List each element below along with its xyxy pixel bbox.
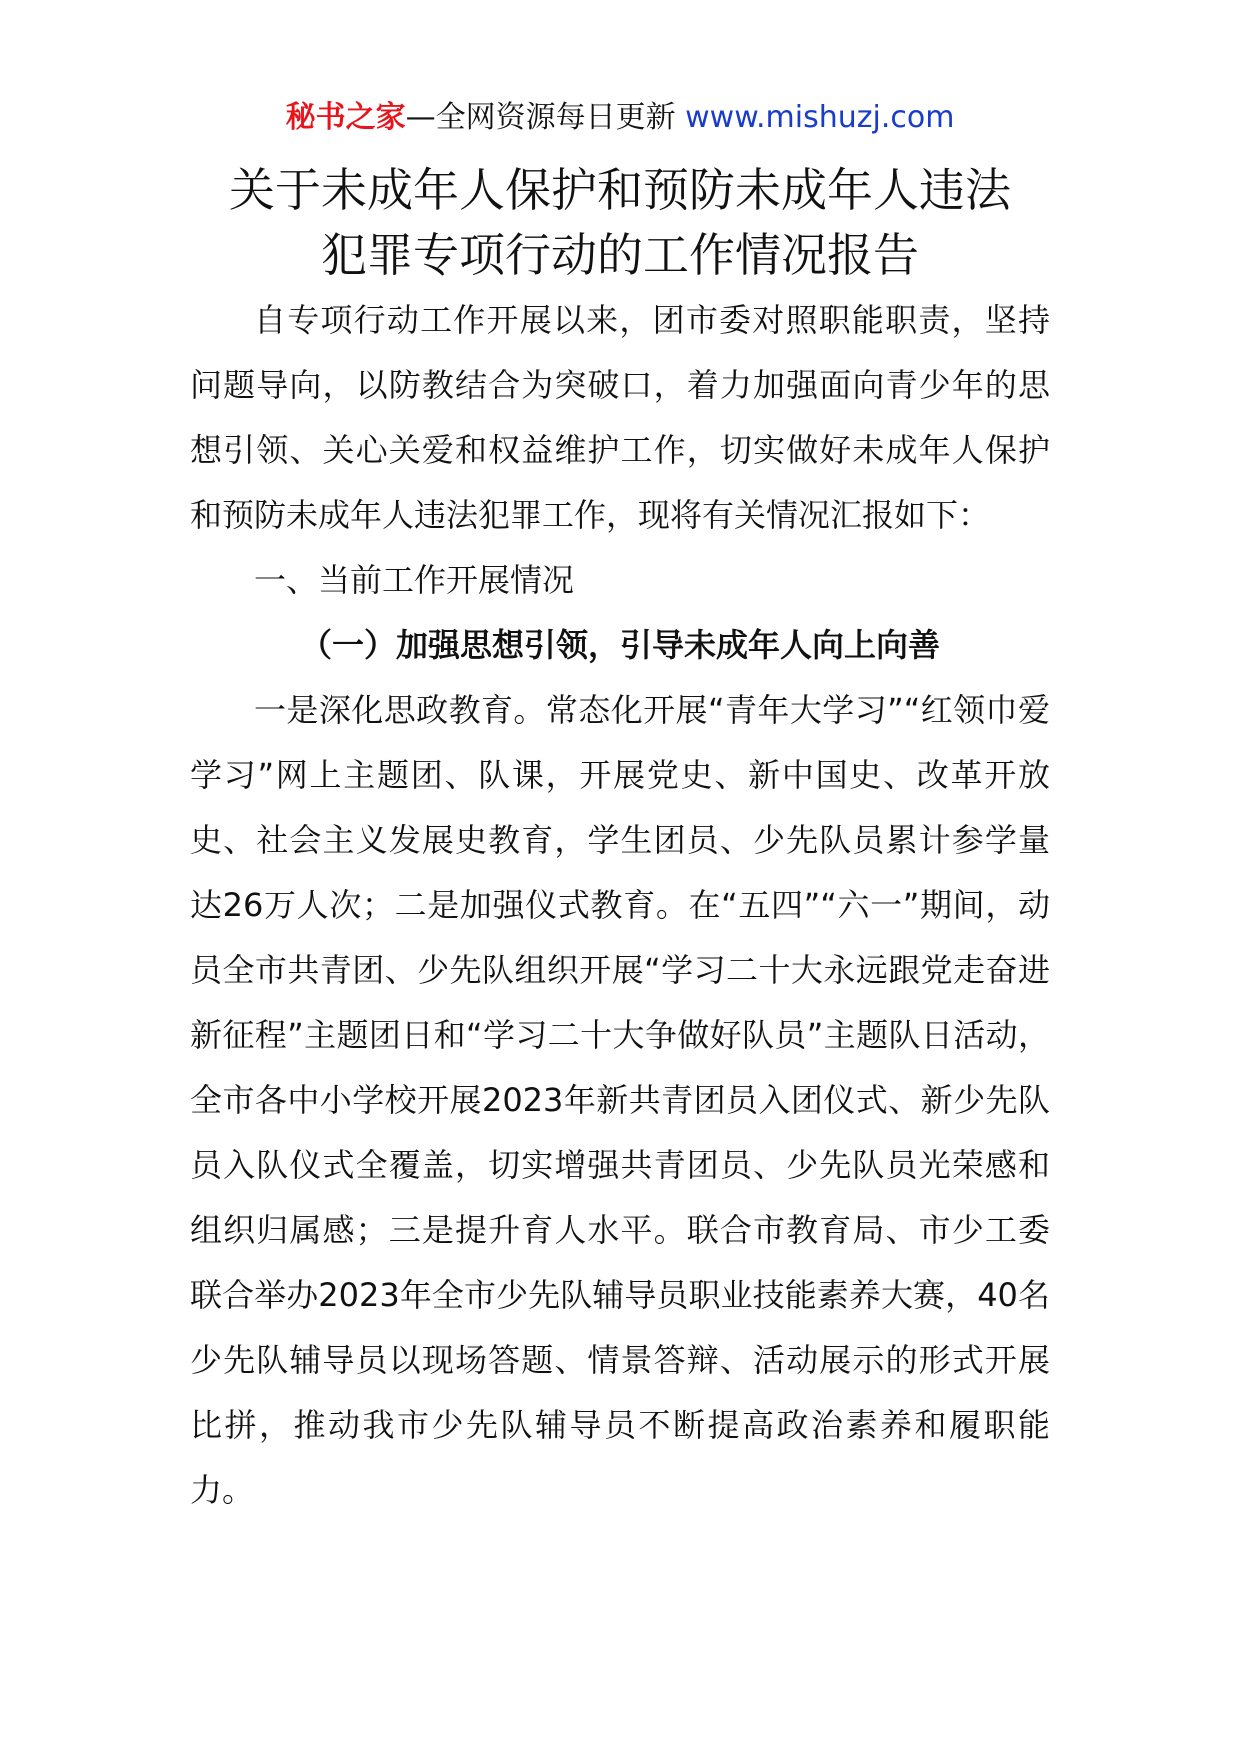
subsection-paragraph: 一是深化思政教育。常态化开展“青年大学习”“红领巾爱学习”网上主题团、队课，开展党史、新中国史、改革开放史、社会主义发展史教育，学生团员、少先队员累计参学量达26万人次；二是加强仪式教育。在“五四”“六一”期间，动员全市共青团、少先队组织开展“学习二十大永远跟党走奋进新征程”主题团日和“学习二十大争做好队员”主题队日活动，全市各中小学校开展2023年新共青团员入团仪式、新少先队员入队仪式全覆盖，切实增强共青团员、少先队员光荣感和组织归属感；三是提升育人水平。联合市教育局、市少工委联合举办2023年全市少先队辅导员职业技能素养大赛，40名少先队辅导员以现场答题、情景答辩、活动展示的形式开展比拼，推动我市少先队辅导员不断提高政治素养和履职能力。 [190, 691, 1050, 1509]
brand-name: 秘书之家 [285, 100, 406, 135]
document-title-line-1: 关于未成年人保护和预防未成年人违法 [229, 163, 1011, 217]
document-title-line-2: 犯罪专项行动的工作情况报告 [321, 228, 919, 282]
intro-paragraph: 自专项行动工作开展以来，团市委对照职能职责，坚持问题导向，以防教结合为突破口，着力加强面向青少年的思想引领、关心关爱和权益维护工作，切实做好未成年人保护和预防未成年人违法犯罪工作，现将有关情况汇报如下： [190, 301, 1050, 534]
section-heading: 一、当前工作开展情况 [254, 561, 575, 599]
subsection-heading: （一）加强思想引领，引导未成年人向上向善 [299, 626, 940, 664]
site-url-link[interactable]: www.mishuzj.com [685, 100, 955, 135]
header-slogan: —全网资源每日更新 [405, 100, 686, 135]
document-body [190, 288, 1050, 1523]
site-header [0, 98, 1240, 138]
